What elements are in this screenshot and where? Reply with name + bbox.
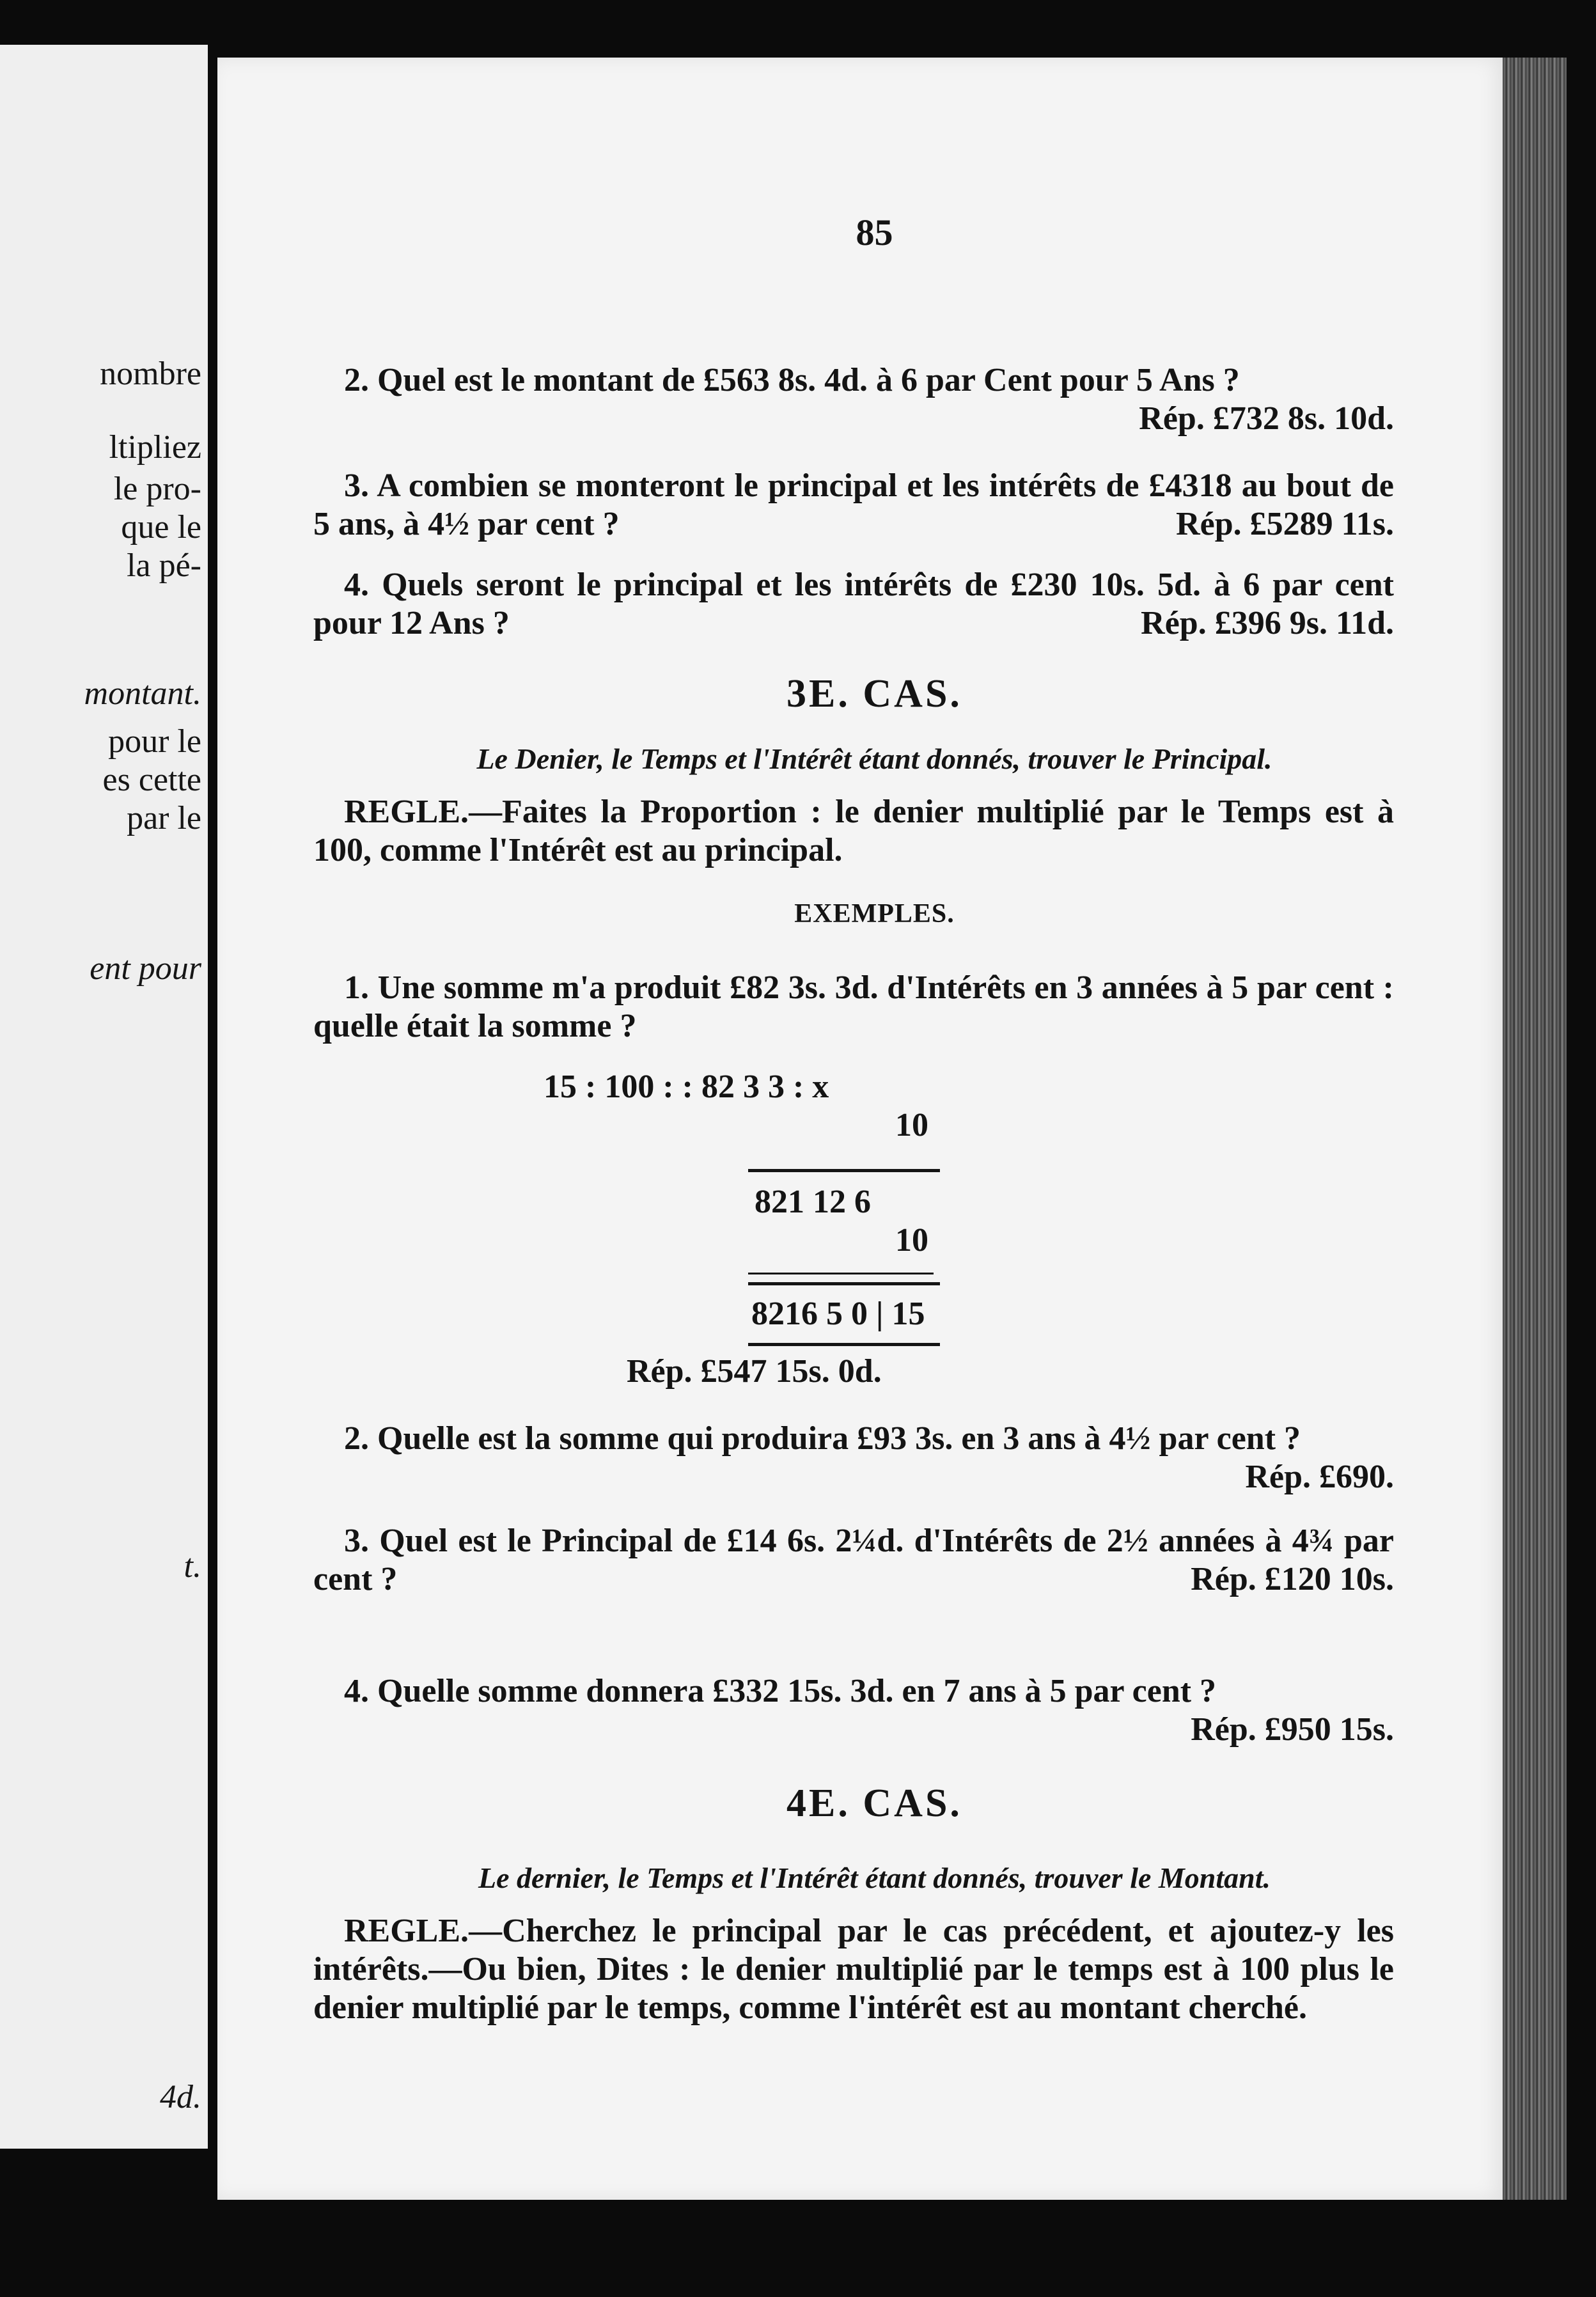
rule-label: REGLE. bbox=[344, 794, 469, 830]
prev-line: ent pour bbox=[90, 950, 201, 987]
book-page-edges bbox=[1503, 58, 1567, 2200]
exercise-paragraph bbox=[313, 969, 1394, 1046]
exercise-paragraph bbox=[313, 1672, 1394, 1749]
prev-line: ltipliez bbox=[109, 429, 201, 466]
answer-text: Rép. £396 9s. 11d. bbox=[1141, 605, 1394, 641]
case-subtitle: Le Denier, le Temps et l'Intérêt étant donnés, trouver le Principal. bbox=[476, 742, 1272, 775]
rule-text: —Faites la Proportion : le denier multiplié par le Temps est à 100, comme l'Intérêt est au principal. bbox=[313, 794, 1394, 868]
exercise-text: 3. Quel est le Principal de £14 6s. 2¼d. d'Intérêts de 2½ années à 4¾ par cent ? bbox=[313, 1523, 1394, 1597]
answer-text: Rép. £690. bbox=[1245, 1459, 1394, 1495]
exercise-paragraph bbox=[313, 1420, 1394, 1496]
prev-line: la pé- bbox=[127, 547, 201, 584]
rule-label: REGLE. bbox=[344, 1913, 469, 1949]
prev-line: le pro- bbox=[113, 471, 201, 507]
calc-divider bbox=[748, 1169, 940, 1172]
rule-text: —Cherchez le principal par le cas précédent, et ajoutez-y les intérêts.—Ou bien, Dites : le denier multiplié par le temps est à 100 plus le denier multiplié par le temps, comme l'intérêt est au montant cherché. bbox=[313, 1913, 1394, 2026]
calc-divider bbox=[748, 1343, 940, 1346]
exercise-text: 1. Une somme m'a produit £82 3s. 3d. d'Intérêts en 3 années à 5 par cent : quelle était la somme ? bbox=[313, 969, 1394, 1044]
prev-line: montant. bbox=[84, 675, 201, 712]
calc-row: 15 : 100 : : 82 3 3 : x bbox=[544, 1069, 829, 1105]
calc-row: 8216 5 0 | 15 bbox=[751, 1296, 925, 1332]
prev-line: es cette bbox=[102, 762, 201, 798]
case-heading: 4E. CAS. bbox=[786, 1782, 962, 1825]
exercise-text: 4. Quels seront le principal et les intérêts de £230 10s. 5d. à 6 par cent pour 12 Ans ? bbox=[313, 567, 1394, 641]
prev-line: pour le bbox=[108, 723, 201, 760]
exercise-paragraph bbox=[313, 1522, 1394, 1599]
prev-line: t. bbox=[184, 1548, 201, 1585]
case-heading: 3E. CAS. bbox=[786, 672, 962, 716]
rule-paragraph bbox=[313, 793, 1394, 870]
exercise-text: 2. Quel est le montant de £563 8s. 4d. à 6 par Cent pour 5 Ans ? bbox=[344, 362, 1240, 398]
examples-title: EXEMPLES. bbox=[794, 899, 955, 929]
calc-divider bbox=[748, 1282, 940, 1285]
exercise-text: 4. Quelle somme donnera £332 15s. 3d. en 7 ans à 5 par cent ? bbox=[344, 1673, 1217, 1709]
exercise-text: 2. Quelle est la somme qui produira £93 3s. en 3 ans à 4½ par cent ? bbox=[344, 1420, 1301, 1457]
page-number: 85 bbox=[856, 212, 893, 253]
calc-divider bbox=[748, 1273, 934, 1274]
exercise-paragraph bbox=[313, 361, 1394, 438]
exercise-text: 3. A combien se monteront le principal et les intérêts de £4318 au bout de 5 ans, à 4½ par cent ? bbox=[313, 467, 1394, 542]
prev-line: nombre bbox=[100, 356, 201, 392]
answer-text: Rép. £732 8s. 10d. bbox=[1139, 400, 1394, 437]
answer-text: Rép. £5289 11s. bbox=[1176, 506, 1394, 542]
calc-row: 821 12 6 bbox=[755, 1184, 871, 1220]
calc-answer: Rép. £547 15s. 0d. bbox=[627, 1353, 882, 1390]
case-subtitle: Le dernier, le Temps et l'Intérêt étant donnés, trouver le Montant. bbox=[478, 1862, 1271, 1894]
answer-text: Rép. £120 10s. bbox=[1191, 1561, 1394, 1597]
exercise-paragraph bbox=[313, 566, 1394, 643]
answer-text: Rép. £950 15s. bbox=[1191, 1711, 1394, 1748]
exercise-paragraph bbox=[313, 467, 1394, 544]
rule-paragraph bbox=[313, 1912, 1394, 2027]
calc-row: 10 bbox=[895, 1222, 928, 1258]
book-page bbox=[217, 58, 1503, 2200]
calc-row: 10 bbox=[895, 1107, 928, 1143]
previous-page-fragment bbox=[0, 45, 208, 2149]
prev-line: par le bbox=[127, 800, 201, 836]
prev-line: que le bbox=[121, 509, 201, 545]
prev-line: 4d. bbox=[160, 2079, 201, 2115]
